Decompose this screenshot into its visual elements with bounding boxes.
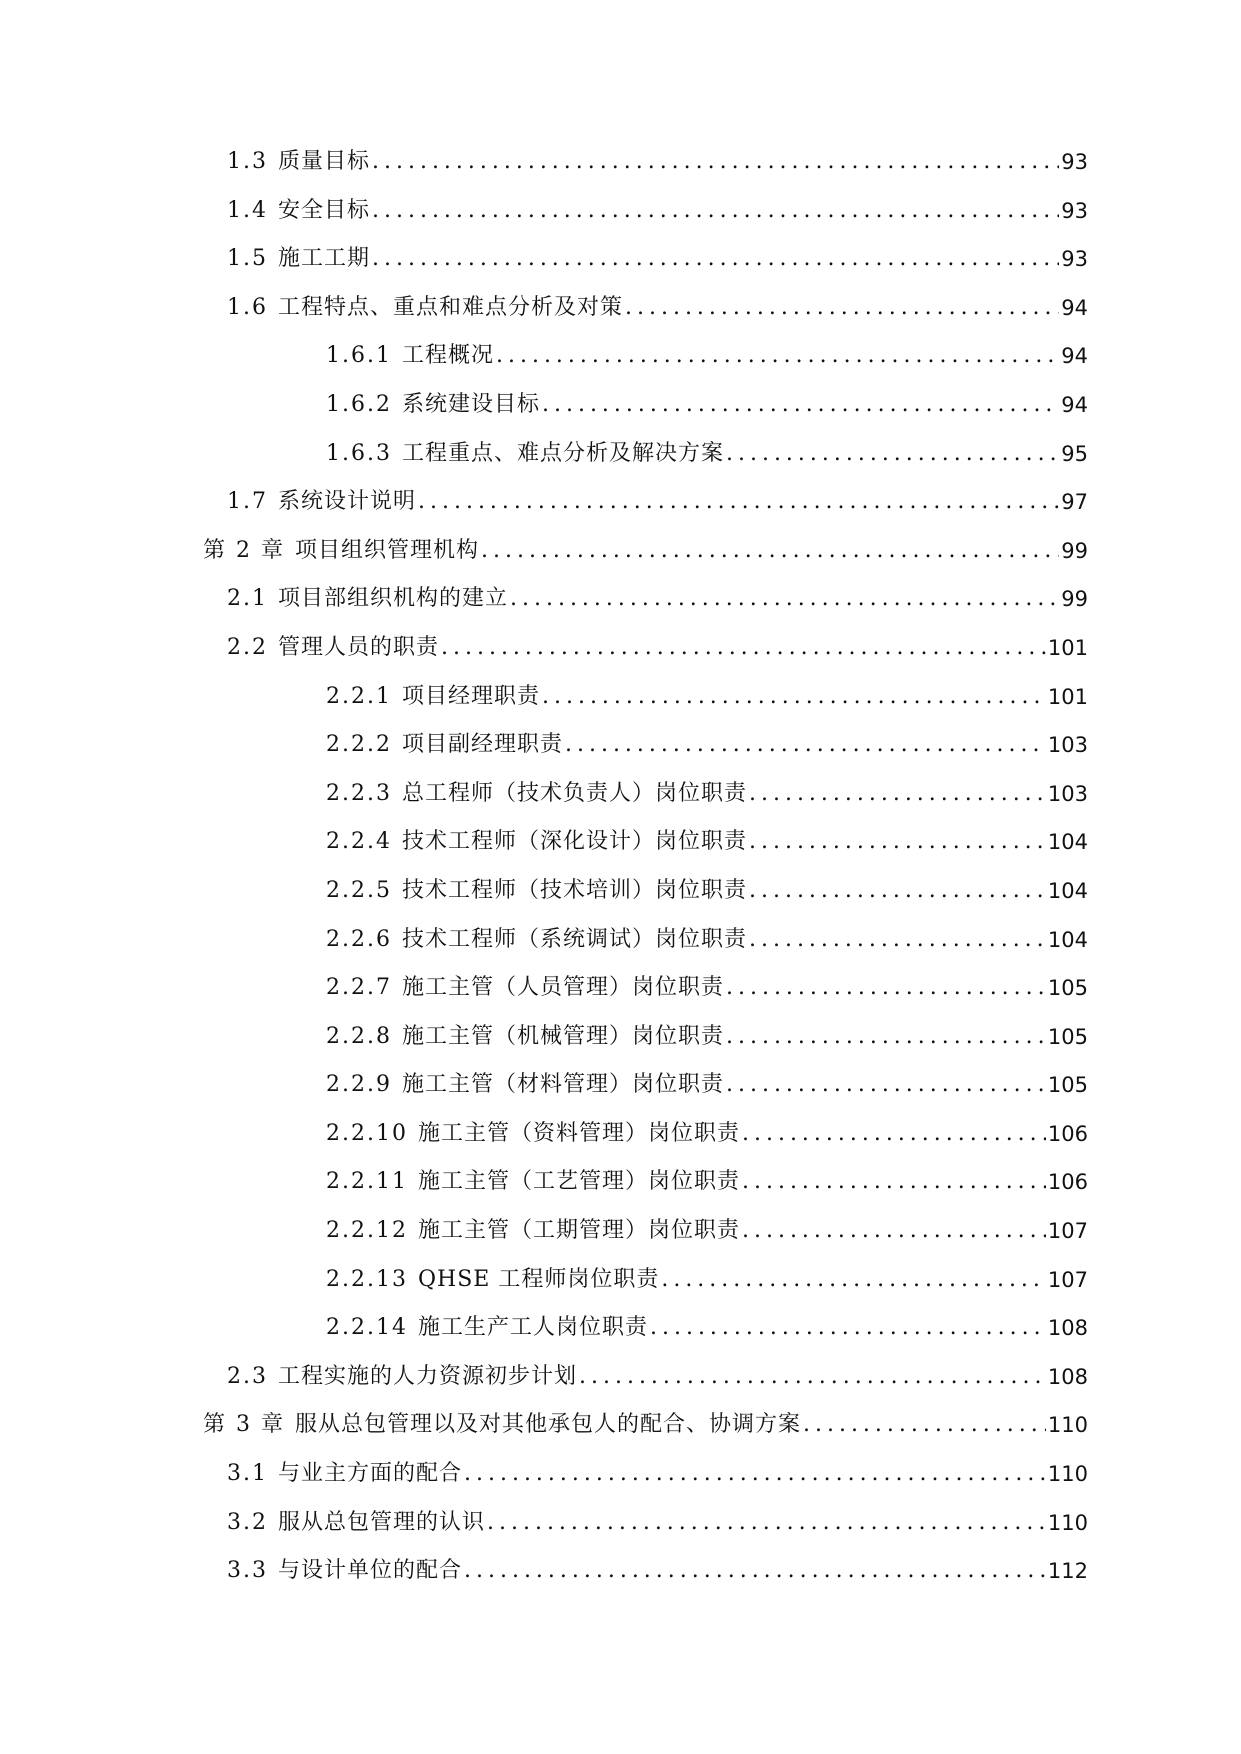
toc-entry-number: 1.7	[227, 489, 268, 515]
toc-entry-title: 工程重点、难点分析及解决方案	[401, 440, 724, 466]
toc-leader-dots	[542, 685, 1046, 709]
toc-page-number: 107	[1047, 1267, 1088, 1292]
toc-page-number: 103	[1047, 733, 1088, 758]
toc-entry-number: 2.2.13	[326, 1266, 408, 1292]
toc-page-number: 93	[1061, 150, 1088, 174]
toc-entry[interactable]	[0, 1413, 1241, 1462]
toc-entry-number: 1.6.3	[326, 440, 392, 466]
toc-entry[interactable]	[0, 1219, 1241, 1268]
toc-page-number: 97	[1061, 490, 1088, 515]
toc-page-number: 108	[1047, 1364, 1088, 1389]
toc-leader-dots	[749, 782, 1046, 806]
toc-page-number: 110	[1047, 1462, 1088, 1487]
toc-entry-number: 1.6.1	[326, 343, 392, 369]
toc-entry-title: 工程概况	[401, 343, 494, 369]
toc-entry-number: 2.2.6	[326, 926, 392, 952]
toc-page-number: 104	[1047, 927, 1088, 952]
toc-entry-number: 2.2.14	[326, 1315, 408, 1341]
toc-page-number: 94	[1061, 392, 1088, 417]
toc-entry-number: 第 2 章	[203, 537, 285, 563]
toc-entry-title: 服从总包管理的认识	[278, 1509, 486, 1535]
toc-page-number: 105	[1047, 1024, 1088, 1049]
toc-entry-title: 项目副经理职责	[401, 732, 563, 758]
toc-entry-number: 1.4	[227, 197, 268, 223]
toc-page-number: 94	[1061, 295, 1088, 320]
toc-entry[interactable]	[0, 199, 1241, 248]
toc-page-number: 106	[1047, 1121, 1088, 1146]
toc-page-number: 101	[1047, 635, 1088, 660]
toc-entry-title: 施工主管（人员管理）岗位职责	[401, 975, 724, 1001]
toc-leader-dots	[464, 1462, 1046, 1486]
toc-entry-number: 1.3	[227, 149, 268, 174]
toc-entry-number: 2.2.7	[326, 975, 392, 1001]
toc-entry[interactable]	[0, 1268, 1241, 1317]
toc-entry-number: 1.6	[227, 294, 268, 320]
toc-leader-dots	[650, 1316, 1046, 1340]
toc-entry-title: 与业主方面的配合	[278, 1461, 463, 1487]
toc-entry[interactable]	[0, 830, 1241, 879]
toc-entry-title: 安全目标	[278, 197, 371, 223]
toc-entry[interactable]	[0, 539, 1241, 588]
toc-entry-title: 施工主管（材料管理）岗位职责	[401, 1072, 724, 1098]
toc-entry[interactable]	[0, 393, 1241, 442]
toc-entry-title: 质量目标	[278, 149, 371, 174]
toc-entry[interactable]	[0, 879, 1241, 928]
toc-leader-dots	[372, 199, 1059, 223]
toc-entry-title: 工程特点、重点和难点分析及对策	[278, 294, 624, 320]
toc-entry-number: 1.6.2	[326, 391, 392, 417]
toc-entry-title: 总工程师（技术负责人）岗位职责	[401, 780, 747, 806]
toc-page-number: 95	[1061, 441, 1088, 466]
toc-leader-dots	[749, 830, 1046, 854]
toc-entry[interactable]	[0, 733, 1241, 782]
toc-entry-title: 施工主管（工艺管理）岗位职责	[417, 1169, 740, 1195]
toc-leader-dots	[726, 976, 1046, 1000]
toc-entry[interactable]	[0, 150, 1241, 199]
toc-entry-title: 项目部组织机构的建立	[278, 586, 509, 612]
toc-leader-dots	[372, 150, 1059, 174]
toc-leader-dots	[487, 1511, 1046, 1535]
toc-page-number: 104	[1047, 878, 1088, 903]
toc-entry-title: 施工主管（工期管理）岗位职责	[417, 1218, 740, 1244]
toc-entry[interactable]	[0, 976, 1241, 1025]
toc-entry-number: 2.2.11	[326, 1169, 408, 1195]
toc-leader-dots	[726, 1025, 1046, 1049]
toc-entry[interactable]	[0, 1025, 1241, 1074]
toc-page-number: 104	[1047, 830, 1088, 855]
toc-leader-dots	[565, 733, 1046, 757]
toc-leader-dots	[661, 1268, 1046, 1292]
table-of-contents	[0, 150, 1241, 1608]
toc-leader-dots	[749, 879, 1046, 903]
toc-entry[interactable]	[0, 247, 1241, 296]
toc-leader-dots	[726, 1073, 1046, 1097]
toc-entry-title: 施工主管（机械管理）岗位职责	[401, 1023, 724, 1049]
toc-entry[interactable]	[0, 685, 1241, 734]
toc-entry-title: 服从总包管理以及对其他承包人的配合、协调方案	[294, 1412, 801, 1438]
toc-entry-number: 2.1	[227, 586, 268, 612]
toc-page-number: 110	[1047, 1510, 1088, 1535]
toc-leader-dots	[726, 442, 1059, 466]
toc-entry[interactable]	[0, 1462, 1241, 1511]
toc-entry-number: 2.2.3	[326, 780, 392, 806]
toc-leader-dots	[496, 344, 1059, 368]
toc-entry-number: 2.2.10	[326, 1120, 408, 1146]
toc-entry-number: 3.2	[227, 1509, 268, 1535]
toc-page-number: 103	[1047, 781, 1088, 806]
toc-entry-number: 2.2.2	[326, 732, 392, 758]
toc-page-number: 93	[1061, 247, 1088, 272]
toc-entry-title: 系统建设目标	[401, 391, 540, 417]
toc-entry[interactable]	[0, 1365, 1241, 1414]
toc-entry-title: QHSE 工程师岗位职责	[417, 1266, 660, 1292]
toc-entry-title: 项目经理职责	[401, 683, 540, 709]
toc-entry[interactable]	[0, 587, 1241, 636]
toc-entry-number: 3.1	[227, 1461, 268, 1487]
toc-entry[interactable]	[0, 782, 1241, 831]
toc-entry-title: 施工主管（资料管理）岗位职责	[417, 1120, 740, 1146]
toc-entry-number: 2.2.8	[326, 1023, 392, 1049]
toc-entry[interactable]	[0, 1073, 1241, 1122]
toc-entry-title: 管理人员的职责	[278, 634, 440, 660]
toc-entry-title: 与设计单位的配合	[278, 1558, 463, 1584]
toc-page-number: 99	[1061, 538, 1088, 563]
toc-entry[interactable]	[0, 296, 1241, 345]
toc-entry-number: 2.3	[227, 1363, 268, 1389]
toc-leader-dots	[542, 393, 1059, 417]
toc-entry[interactable]	[0, 442, 1241, 491]
toc-page-number: 107	[1047, 1219, 1088, 1244]
toc-leader-dots	[803, 1413, 1046, 1437]
toc-leader-dots	[625, 296, 1059, 320]
toc-entry-number: 2.2.1	[326, 683, 392, 709]
toc-leader-dots	[464, 1559, 1046, 1583]
toc-leader-dots	[742, 1170, 1046, 1194]
toc-leader-dots	[481, 539, 1059, 563]
toc-page-number: 105	[1047, 1073, 1088, 1098]
toc-leader-dots	[372, 247, 1059, 271]
toc-leader-dots	[510, 587, 1059, 611]
toc-entry-title: 技术工程师（技术培训）岗位职责	[401, 877, 747, 903]
toc-page-number: 112	[1047, 1559, 1088, 1584]
toc-page-number: 105	[1047, 976, 1088, 1001]
toc-entry-title: 施工工期	[278, 246, 371, 272]
toc-page-number: 108	[1047, 1316, 1088, 1341]
toc-entry-title: 工程实施的人力资源初步计划	[278, 1363, 578, 1389]
toc-entry-title: 项目组织管理机构	[294, 537, 479, 563]
toc-entry-title: 施工生产工人岗位职责	[417, 1315, 648, 1341]
toc-page-number: 93	[1061, 198, 1088, 223]
toc-entry-number: 2.2.5	[326, 877, 392, 903]
toc-entry[interactable]	[0, 1122, 1241, 1171]
toc-entry-number: 第 3 章	[203, 1412, 285, 1438]
toc-page-number: 101	[1047, 684, 1088, 709]
toc-entry[interactable]	[0, 928, 1241, 977]
toc-leader-dots	[749, 928, 1046, 952]
toc-leader-dots	[418, 490, 1059, 514]
toc-entry-number: 2.2.12	[326, 1218, 408, 1244]
toc-entry-title: 技术工程师（系统调试）岗位职责	[401, 926, 747, 952]
toc-page-number: 106	[1047, 1170, 1088, 1195]
toc-entry-title: 技术工程师（深化设计）岗位职责	[401, 829, 747, 855]
toc-leader-dots	[579, 1365, 1046, 1389]
toc-leader-dots	[742, 1122, 1046, 1146]
toc-entry-number: 2.2.9	[326, 1072, 392, 1098]
toc-entry-number: 3.3	[227, 1558, 268, 1584]
toc-entry-number: 1.5	[227, 246, 268, 272]
toc-entry[interactable]	[0, 490, 1241, 539]
toc-entry-number: 2.2.4	[326, 829, 392, 855]
toc-entry[interactable]	[0, 1170, 1241, 1219]
toc-entry[interactable]	[0, 344, 1241, 393]
toc-entry[interactable]	[0, 1511, 1241, 1560]
toc-entry[interactable]	[0, 1316, 1241, 1365]
toc-entry[interactable]	[0, 636, 1241, 685]
toc-page-number: 99	[1061, 587, 1088, 612]
toc-page-number: 110	[1047, 1413, 1088, 1438]
toc-entry-number: 2.2	[227, 634, 268, 660]
toc-leader-dots	[441, 636, 1046, 660]
toc-page-number: 94	[1061, 344, 1088, 369]
toc-entry-title: 系统设计说明	[278, 489, 417, 515]
toc-entry[interactable]	[0, 1559, 1241, 1608]
toc-leader-dots	[742, 1219, 1046, 1243]
